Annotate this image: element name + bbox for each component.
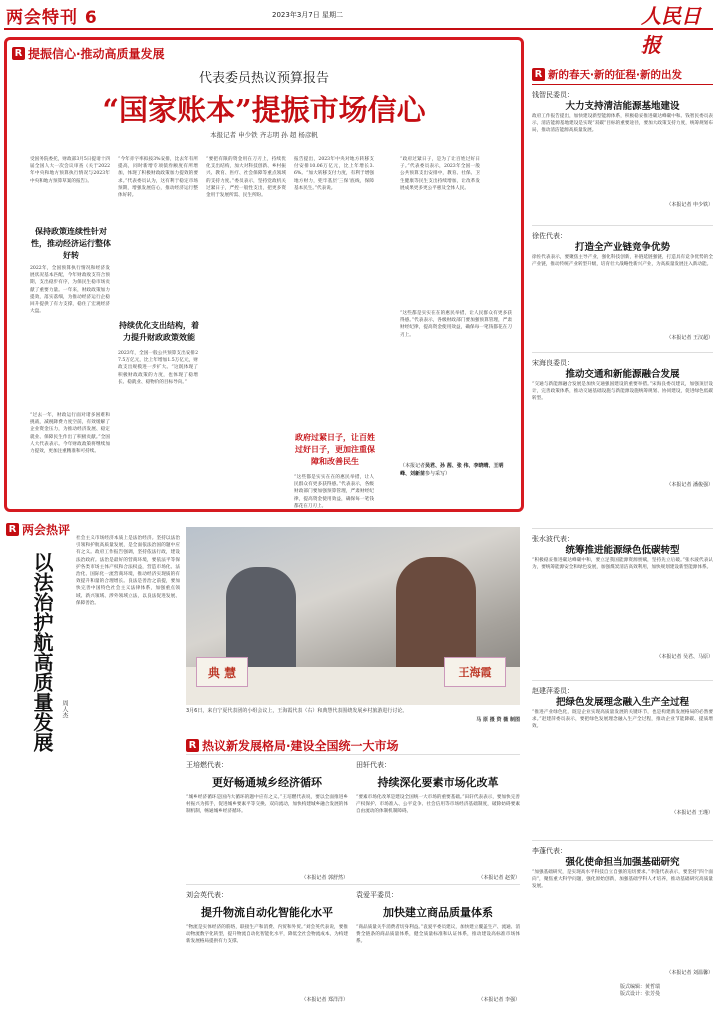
right-item-6 bbox=[532, 846, 713, 976]
mid-article-2-body: “要素市场化改革是建设全国统一大市场的重要基础。”田轩代表表示，要加快完善产权保护、市场准入、公平竞争、社会信用等市场经济基础制度，破除妨碍要素自由流动的体制机制障碍。 bbox=[356, 795, 520, 815]
right-item-6-credit: （本报记者 刘温馨） bbox=[666, 970, 713, 976]
right-rule-1 bbox=[532, 225, 713, 226]
right-item-1-title: 大力支持清洁能源基地建设 bbox=[565, 101, 680, 112]
right-rule-4 bbox=[532, 680, 713, 681]
right-item-2 bbox=[532, 231, 713, 341]
body-col5-b: “这些都是实实在在的惠民举措，让人民群众有更多获得感。”代表表示，各级财政部门要加强预算管理，严肃财经纪律，提高资金使用效益，确保每一笔钱都花在刀刃上。 bbox=[400, 311, 512, 338]
mid-article-4-credit: （本报记者 李强） bbox=[478, 997, 520, 1003]
mid-article-1-body: “城乡经济循环是国内大循环的题中应有之义。”王培燃代表说，要以全面推进乡村振兴为抓手，促进城乡要素平等交换、双向流动，加快构建城乡融合发展的体制机制，畅通城乡经济循环。 bbox=[186, 795, 348, 815]
header-rule bbox=[4, 28, 713, 30]
subhead-2: 持续优化支出结构，着力提升财政政策效能 bbox=[119, 321, 199, 342]
mid-article-4-title: 加快建立商品质量体系 bbox=[383, 906, 493, 919]
mid-article-3-title: 提升物流自动化智能化水平 bbox=[201, 906, 333, 919]
right-rule-2 bbox=[532, 352, 713, 353]
mid-article-1 bbox=[186, 760, 348, 880]
photo-caption: 3月6日，来自宁夏代表团的小组会议上，王海霞代表（右）和典慧代表围绕发展乡村旅游进行讨论。 bbox=[186, 708, 408, 714]
r-badge-icon: R bbox=[12, 47, 25, 60]
body-col5-a: “政府过紧日子，是为了让百姓过好日子。”代表委员表示，2023年全国一般公共预算支出安排中，教育、社保、卫生健康等民生支出持续增加，让改革发展成果更多更公平惠及全体人民。 bbox=[400, 157, 480, 191]
right-item-5-name: 赵建萍委员： bbox=[532, 687, 574, 695]
right-item-2-name: 徐佐代表： bbox=[532, 232, 567, 240]
right-item-4 bbox=[532, 534, 713, 660]
section-label-middle: R 热议新发展格局·建设全国统一大市场 bbox=[186, 737, 399, 754]
right-item-2-title: 打造全产业链竞争优势 bbox=[574, 242, 670, 253]
right-item-6-title: 强化使命担当加强基础研究 bbox=[565, 857, 680, 868]
right-item-6-body: “加强基础研究，是实现高水平科技自立自强的迫切要求。”李蓬代表表示，要坚持“四个面向”，聚焦重大科学问题，强化原始创新，加强基础学科人才培养，推动基础研究高质量发展。 bbox=[532, 870, 713, 890]
right-rule-5 bbox=[532, 840, 713, 841]
right-item-4-name: 张水波代表： bbox=[532, 535, 574, 543]
body-col2-a: “今年赤字率拟按3%安排，比去年有所提高，同时新增专项债券额度有所增加，体现了积极财政政策加力提效的要求。”代表委员认为，这有利于稳定市场预期，增强发展信心，推动经济运行整体好转。 bbox=[118, 157, 198, 199]
mid-article-2-name: 田轩代表： bbox=[356, 761, 391, 769]
right-item-3-body: “交通与新能源融合发展是加快交通强国建设的重要举措。”宋海良委员建议，加强顶层设计，完善政策体系，推动交通基础设施与新能源设施统筹规划、协同建设，促进绿色低碳转型。 bbox=[532, 382, 713, 402]
mid-article-3-credit: （本报记者 郑洋洋） bbox=[301, 997, 348, 1003]
right-item-1 bbox=[532, 90, 713, 208]
intro-paragraph: 受国务院委托，财政部3月5日提请十四届全国人大一次会议审查《关于2022年中央和地方预算执行情况与2023年中央和地方预算草案的报告》。 bbox=[30, 157, 110, 184]
meeting-photo bbox=[186, 527, 520, 705]
right-item-2-credit: （本报记者 王汉超） bbox=[666, 335, 713, 341]
right-item-4-title: 统筹推进能源绿色低碳转型 bbox=[565, 545, 680, 556]
mid-article-4-body: “商品质量关乎消费者切身利益。”袁爱平委员建议，加快建立覆盖生产、流通、消费全链条的商品质量体系，健全质量标准和认证体系，推动建设高标准市场体系。 bbox=[356, 925, 520, 945]
right-item-4-credit: （本报记者 吴君、马原） bbox=[656, 654, 713, 660]
body-col2-b: 2023年，全国一般公共预算支出安排27.5万亿元，比上年增加1.5万亿元，财政支出规模进一步扩大。“这既体现了积极财政政策的力度，也体现了稳增长、稳就业、稳物价的目标导向。” bbox=[118, 351, 198, 385]
right-item-1-body: 政府工作报告提出，加快建设新型能源体系，积极稳妥推进碳达峰碳中和。钱智民委员表示，清洁能源基地建设是实现“双碳”目标的重要途径，要加大政策支持力度，统筹规划布局，推动清洁能源高质量发展。 bbox=[532, 114, 713, 134]
right-item-3-credit: （本报记者 潘俊强） bbox=[666, 482, 713, 488]
commentary-headline: 以法治护航高质量发展 bbox=[30, 552, 54, 752]
right-item-5 bbox=[532, 686, 713, 816]
body-col4-b: “这些都是实实在在的惠民举措，让人民群众有更多获得感。”代表表示，各级财政部门要加强预算管理，严肃财经纪律，提高资金使用效益，确保每一笔钱都花在刀刃上。 bbox=[294, 475, 374, 509]
right-item-6-name: 李蓬代表： bbox=[532, 847, 567, 855]
name-card-left: 典 慧 bbox=[196, 657, 248, 687]
photo-credit: 马 原 摄 资 薇 制图 bbox=[476, 717, 520, 723]
body-col1-b: “过去一年，财政运行面对诸多困难和挑战，减税降费力度空前，有效缓解了企业资金压力，为推动经济发展、稳定就业、保障民生作出了积极贡献。”全国人大代表表示。今年财政政策将继续加力提效，更加注重精准和可持续。 bbox=[30, 413, 110, 455]
mid-article-3 bbox=[186, 890, 348, 1005]
right-item-5-body: “推进产业绿色化，既是企业实现高质量发展的关键环节，也是构建新发展格局的必然要求。”赵建萍委员表示，要把绿色发展理念融入生产全过程，推动企业节能降碳、提质增效。 bbox=[532, 710, 713, 730]
mid-article-2-credit: （本报记者 赵贺） bbox=[478, 875, 520, 881]
right-item-4-body: “积极稳妥推进碳达峰碳中和，要立足我国能源资源禀赋，坚持先立后破。”张水波代表认为，要统筹能源安全和绿色发展，加强煤炭清洁高效利用，加快规划建设新型能源体系。 bbox=[532, 558, 713, 571]
right-item-3-title: 推动交通和新能源融合发展 bbox=[565, 369, 680, 380]
page-title: 两会特刊 6 bbox=[6, 8, 98, 28]
commentary-author: 周人杰 bbox=[61, 700, 68, 718]
right-item-3 bbox=[532, 358, 713, 488]
mid-article-3-body: “物流是实体经济的筋络，联接生产和消费、内贸和外贸。”刘会英代表说，要推动物流数字化转型，提升物流自动化智能化水平，降低全社会物流成本，为构建新发展格局提供有力支撑。 bbox=[186, 925, 348, 945]
commentary-body: 社会主义市场经济本质上是法治经济。坚持以法治引领和护航高质量发展，是全面依法治国的题中应有之义。政府工作报告强调，坚持依法行政，建设法治政府。法治是最好的营商环境，要依法平等保护各类市场主体产权和合法权益，营造市场化、法治化、国际化一流营商环境，推动经济实现质的有效提升和量的合理增长。良法是善治之前提，要加快完善中国特色社会主义法律体系，加强重点领域、新兴领域、涉外领域立法，以良法促进发展、保障善治。 bbox=[76, 536, 180, 606]
name-card-right: 王海霞 bbox=[444, 657, 506, 687]
right-item-1-name: 钱智民委员： bbox=[532, 91, 574, 99]
right-rule-3 bbox=[532, 528, 713, 529]
right-item-1-credit: （本报记者 申少铁） bbox=[666, 202, 713, 208]
top-headline: “国家账本”提振市场信心 bbox=[102, 93, 426, 127]
mid-article-4-name: 袁爱平委员： bbox=[356, 891, 398, 899]
subhead-3: 政府过紧日子，让百姓过好日子，更加注重保障和改善民生 bbox=[295, 433, 375, 466]
right-item-5-title: 把绿色发展理念融入生产全过程 bbox=[555, 697, 689, 708]
right-rule bbox=[532, 84, 713, 85]
r-badge-icon: R bbox=[6, 523, 19, 536]
mid-article-3-name: 刘会英代表： bbox=[186, 891, 228, 899]
footer-editors: 版式编辑：黄哲瑞 版式设计：张芳曼 bbox=[620, 984, 661, 997]
body-col1-a: 2022年，全国预算执行情况和经济发展状况基本匹配，今年财政收支符合预期，支出稳步有序，为保民生稳市场贡献了重要力量。一年来，财政政策加力提效，落实落细，为推动经济运行企稳回升提供了有力支撑，稳住了宏观经济大盘。 bbox=[30, 266, 110, 315]
middle-rule-2 bbox=[186, 884, 520, 885]
subhead-1: 保持政策连续性针对性，推动经济运行整体好转 bbox=[31, 227, 111, 260]
section-label-commentary: R 两会热评 bbox=[6, 521, 70, 538]
mid-article-1-title: 更好畅通城乡经济循环 bbox=[212, 776, 322, 789]
right-item-3-name: 宋海良委员： bbox=[532, 359, 574, 367]
mid-article-2-title: 持续深化要素市场化改革 bbox=[377, 776, 499, 789]
top-credit: （本报记者吴君、孙 茜、张 伟、李晓晴、王明峰、刘新苗参与采写） bbox=[400, 463, 504, 477]
mid-article-1-credit: （本报记者 郭舒然） bbox=[301, 875, 348, 881]
right-item-2-body: 徐佐代表表示，要聚焦主导产业，强化科技创新，补链延链强链，打造具有竞争优势的全产业链，推动传统产业转型升级，培育壮大战略性新兴产业，为高质量发展注入新动能。 bbox=[532, 255, 713, 268]
mid-article-1-name: 王培燃代表： bbox=[186, 761, 228, 769]
section-label-top: R 提振信心·推动高质量发展 bbox=[12, 45, 165, 62]
top-kicker: 代表委员热议预算报告 bbox=[198, 71, 329, 86]
top-byline: 本报记者 申少铁 齐志明 孙 超 杨彦帆 bbox=[210, 131, 318, 139]
mid-article-4 bbox=[356, 890, 520, 1005]
issue-date: 2023年3月7日 星期二 bbox=[272, 11, 343, 19]
r-badge-icon: R bbox=[532, 68, 545, 81]
r-badge-icon: R bbox=[186, 739, 199, 752]
newspaper-logo: 人民日报 bbox=[641, 4, 701, 57]
body-col3: “要把有限的资金用在刀刃上，持续优化支出结构，加大对科技创新、乡村振兴、教育、医疗、社会保障等重点领域的支持力度。”委员表示，坚持党政机关过紧日子，严控一般性支出，把更多资金用于发展所需、民生所盼。 bbox=[206, 157, 286, 199]
body-col4-a: 报告提出，2023年中央对地方转移支付安排10.06万亿元，比上年增长3.6%。“加大转移支付力度，有利于增强地方财力，兜牢基层‘三保’底线，保障基本民生。”代表说。 bbox=[294, 157, 374, 191]
middle-rule bbox=[186, 754, 520, 755]
right-item-5-credit: （本报记者 王瑾） bbox=[671, 810, 713, 816]
mid-article-2 bbox=[356, 760, 520, 880]
section-label-right: R 新的春天·新的征程·新的出发 bbox=[532, 67, 682, 82]
